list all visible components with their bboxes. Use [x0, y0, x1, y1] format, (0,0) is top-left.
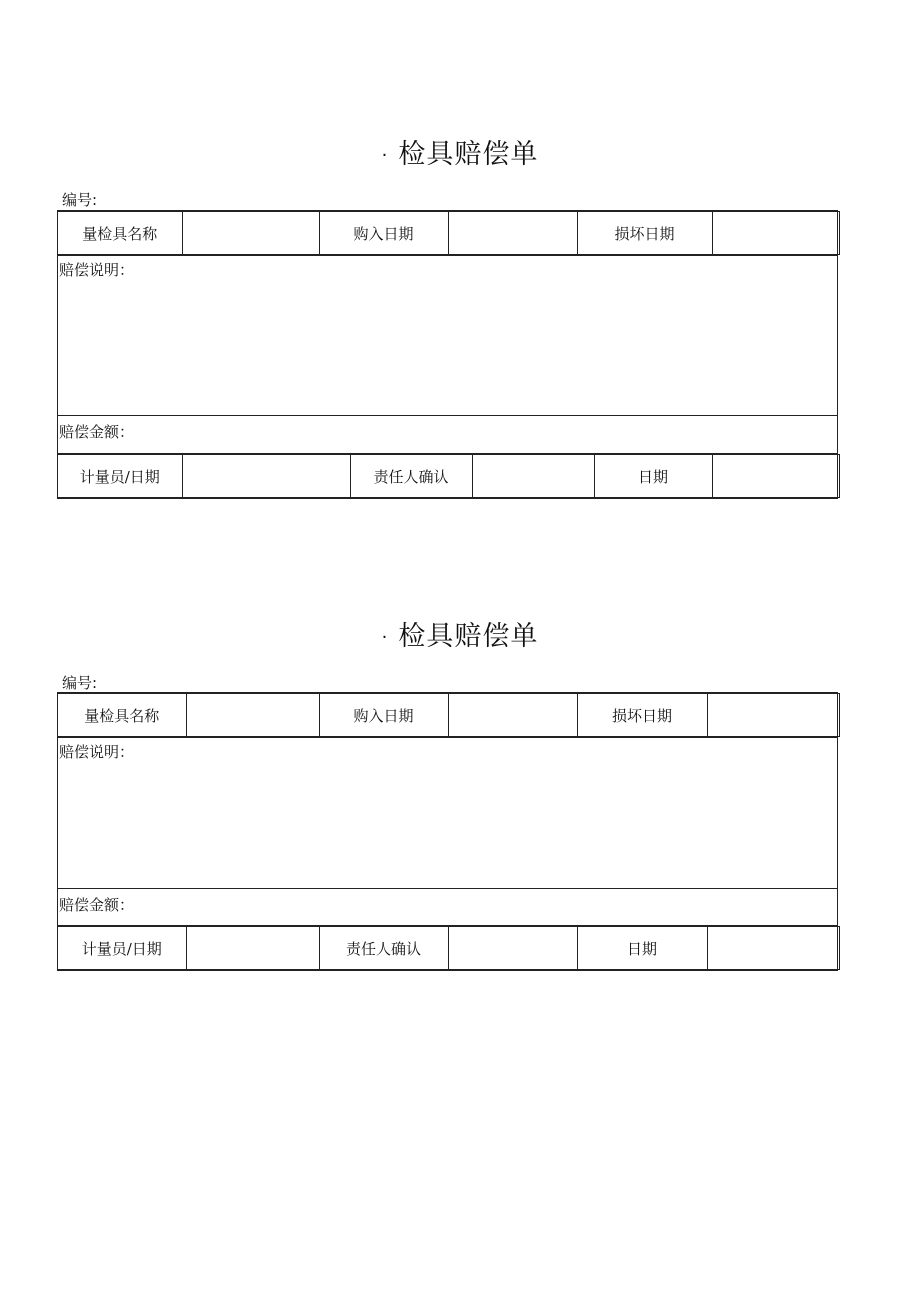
responsible-confirm-field[interactable] [472, 455, 594, 498]
meter-date-label: 计量员/日期 [58, 927, 186, 970]
date-label: 日期 [594, 455, 712, 498]
purchase-date-label: 购入日期 [319, 212, 448, 255]
form-table [57, 692, 838, 971]
compensation-description-label: 赔偿说明： [59, 261, 135, 279]
item-name-label: 量检具名称 [58, 212, 182, 255]
meter-date-field[interactable] [186, 927, 319, 970]
purchase-date-field[interactable] [448, 694, 577, 737]
compensation-amount-row[interactable] [58, 889, 838, 926]
responsible-confirm-field[interactable] [448, 927, 577, 970]
compensation-amount-row[interactable] [58, 416, 838, 454]
form-title [0, 132, 920, 171]
meter-date-label: 计量员/日期 [58, 455, 182, 498]
form-table [57, 210, 838, 499]
form-title-text: 检具赔偿单 [398, 621, 539, 652]
compensation-description-label: 赔偿说明： [59, 743, 135, 761]
responsible-confirm-label: 责任人确认 [319, 927, 448, 970]
damage-date-field[interactable] [712, 212, 839, 255]
compensation-amount-label: 赔偿金额： [59, 423, 135, 441]
date-field[interactable] [712, 455, 839, 498]
meter-date-field[interactable] [182, 455, 350, 498]
title-bullet: · [381, 627, 389, 648]
purchase-date-field[interactable] [448, 212, 577, 255]
compensation-description-area[interactable] [58, 256, 838, 416]
serial-number-label: 编号: [62, 674, 98, 692]
date-field[interactable] [707, 927, 839, 970]
date-label: 日期 [577, 927, 707, 970]
compensation-amount-label: 赔偿金额： [59, 896, 135, 914]
form-title [0, 614, 920, 653]
compensation-description-area[interactable] [58, 738, 838, 889]
title-bullet: · [381, 145, 389, 166]
item-name-field[interactable] [182, 212, 319, 255]
form-title-text: 检具赔偿单 [398, 139, 539, 170]
damage-date-field[interactable] [707, 694, 839, 737]
damage-date-label: 损坏日期 [577, 212, 712, 255]
item-name-label: 量检具名称 [58, 694, 186, 737]
damage-date-label: 损坏日期 [577, 694, 707, 737]
purchase-date-label: 购入日期 [319, 694, 448, 737]
serial-number-label: 编号: [62, 191, 98, 209]
item-name-field[interactable] [186, 694, 319, 737]
responsible-confirm-label: 责任人确认 [350, 455, 472, 498]
